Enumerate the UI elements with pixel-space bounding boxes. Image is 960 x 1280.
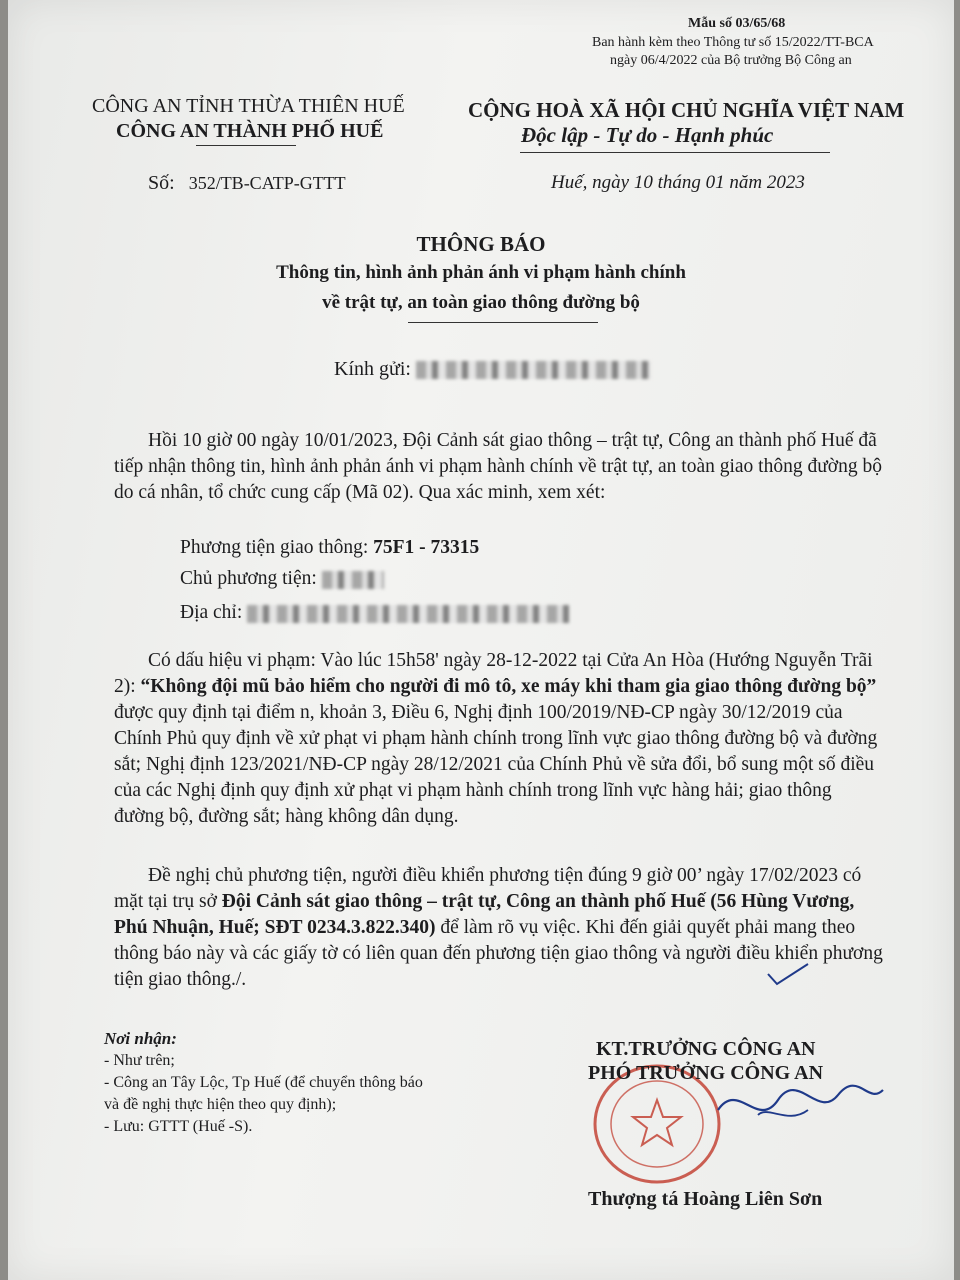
paragraph-1	[114, 428, 888, 506]
owner-label: Chủ phương tiện:	[180, 568, 317, 589]
redacted-address	[247, 605, 569, 623]
recipient-item: và đề nghị thực hiện theo quy định);	[104, 1096, 337, 1113]
address-line	[180, 602, 569, 624]
recipient-item: - Công an Tây Lộc, Tp Huế (để chuyển thông báo	[104, 1074, 423, 1091]
vehicle-label: Phương tiện giao thông:	[180, 537, 369, 558]
paragraph-3-text-c: để làm rõ vụ việc. Khi đến giải quyết phải mang theo thông báo này và các giấy tờ có liên quan đến phương tiện giao thông và người điều khiển phương tiện giao thông./.	[114, 917, 883, 990]
country-name: CỘNG HOÀ XÃ HỘI CHỦ NGHĨA VIỆT NAM	[468, 98, 905, 122]
place-date: Huế, ngày 10 tháng 01 năm 2023	[551, 172, 805, 193]
document-subtitle-2: về trật tự, an toàn giao thông đường bộ	[322, 292, 640, 313]
paragraph-2	[114, 648, 886, 830]
handwritten-signature-icon	[698, 1070, 888, 1140]
document-subtitle-1: Thông tin, hình ảnh phản ánh vi phạm hành chính	[276, 262, 686, 283]
paragraph-2-text-a: Có dấu hiệu vi phạm: Vào lúc 15h58' ngày 28-12-2022 tại Cửa An Hòa (Hướng Nguyễn Trãi 2):	[114, 650, 873, 697]
redacted-recipient	[416, 361, 651, 379]
signature-title-2: PHÓ TRƯỞNG CÔNG AN	[588, 1062, 824, 1084]
signer-name: Thượng tá Hoàng Liên Sơn	[588, 1188, 823, 1210]
agency-underline	[196, 145, 296, 146]
owner-line	[180, 568, 384, 590]
issued-line-1: Ban hành kèm theo Thông tư số 15/2022/TT-BCA	[592, 35, 874, 50]
document-number-value: 352/TB-CATP-GTTT	[188, 173, 346, 193]
agency-name: CÔNG AN THÀNH PHỐ HUẾ	[116, 120, 384, 142]
checkmark-icon	[763, 960, 813, 990]
paragraph-1-text: Hồi 10 giờ 00 ngày 10/01/2023, Đội Cảnh sát giao thông – trật tự, Công an thành phố Huế đã tiếp nhận thông tin, hình ảnh phản ánh vi phạm hành chính về trật tự, an toàn giao thông đường bộ do cá nhân, tổ chức cung cấp (Mã 02). Qua xác minh, xem xét:	[114, 430, 882, 503]
vehicle-plate: 75F1 - 73315	[373, 537, 480, 558]
recipient-label: Kính gửi:	[334, 358, 411, 380]
vehicle-line	[180, 537, 479, 559]
issued-line-2: ngày 06/4/2022 của Bộ trưởng Bộ Công an	[610, 53, 852, 68]
document-title: THÔNG BÁO	[416, 232, 546, 256]
recipients-heading: Nơi nhận:	[104, 1029, 177, 1048]
paragraph-3-text-a: Đề nghị chủ phương tiện, người điều khiển phương tiện đúng 9 giờ 00’ ngày 17/02/2023 có mặt tại trụ sở	[114, 865, 862, 912]
form-number: Mẫu số 03/65/68	[688, 16, 786, 31]
signature-title-1: KT.TRƯỞNG CÔNG AN	[596, 1038, 816, 1060]
recipients-block	[104, 1028, 423, 1138]
recipient-line	[334, 358, 651, 381]
paragraph-2-text-c: được quy định tại điểm n, khoản 3, Điều 6, Nghị định 100/2019/NĐ-CP ngày 30/12/2019 của Chính Phủ quy định về xử phạt vi phạm hành chính trong lĩnh vực giao thông đường bộ và đường sắt; Nghị định 123/2021/NĐ-CP ngày 28/12/2021 của Chính Phủ về sửa đổi, bổ sung một số điều của các Nghị định quy định xử phạt vi phạm hành chính trong lĩnh vực hàng hải; giao thông đường bộ, đường sắt; hàng không dân dụng.	[114, 702, 878, 827]
recipient-item: - Như trên;	[104, 1052, 175, 1069]
office-address: Đội Cảnh sát giao thông – trật tự, Công an thành phố Huế (56 Hùng Vương, Phú Nhuận, Huế; SĐT 0234.3.822.340)	[114, 891, 855, 938]
recipient-item: - Lưu: GTTT (Huế -S).	[104, 1118, 253, 1135]
subtitle-underline	[408, 322, 598, 323]
address-label: Địa chỉ:	[180, 602, 243, 623]
violation-description: “Không đội mũ bảo hiểm cho người đi mô tô, xe máy khi tham gia giao thông đường bộ”	[140, 676, 877, 697]
agency-parent: CÔNG AN TỈNH THỪA THIÊN HUẾ	[92, 95, 405, 117]
document-number-label: Số:	[148, 172, 175, 194]
document-page	[8, 0, 954, 1280]
issued-note	[592, 34, 874, 70]
motto-underline	[520, 152, 830, 153]
motto: Độc lập - Tự do - Hạnh phúc	[521, 123, 774, 147]
document-number	[148, 172, 346, 195]
redacted-owner	[322, 571, 384, 589]
